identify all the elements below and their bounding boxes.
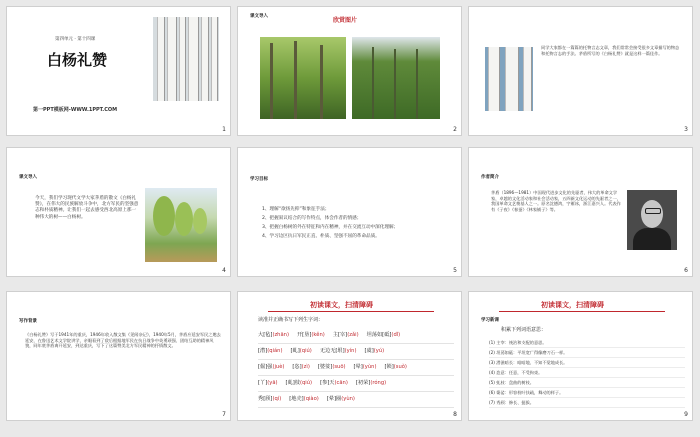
vocab-item: 开[垦](kěn) [296,332,325,338]
slide-number: 3 [684,126,688,133]
vocab-item: [恣](zì) [292,364,310,370]
vocab-item: [虬]枝(qiú) [285,380,313,386]
slide-thumbnail-2[interactable] [238,7,461,135]
banner-rule [499,311,665,312]
prompt: 积累下列词语意思： [501,327,547,333]
slide-thumbnail-5[interactable] [238,148,461,276]
vocab-item: [锁](suǒ) [384,364,407,370]
prompt: 读准并正确书写下列生字词： [258,317,324,323]
vocab-item: 大[毡](zhān) [258,332,289,338]
vocab-item: [参]天(cān) [320,380,348,386]
slide-thumbnail-1[interactable] [7,7,230,135]
vocab-item: 坦荡如[砥](dǐ) [366,332,401,338]
glossary-list [489,338,685,408]
objective-3: 3、把握白杨树的外在特征和内在精神，并在交流互动中深化理解； [262,225,399,230]
vocab-item: 无边无[垠](yín) [319,348,357,354]
banner: 初读课文，扫清障碍 [310,301,373,309]
slide-number: 2 [453,126,457,133]
slide-subtitle: 第四单元 · 第十四课 [55,37,96,42]
slide-tag: 课文导入 [250,14,268,19]
slide-body: 今天，我们学习现代文学大家茅盾的散文《白杨礼赞》，在伟大的民族解放斗争中，北方军民的坚强意志和朴质精神。让我们一起去感受西北高原上那一种伟大的树——白杨树。 [35,196,139,220]
glossary-item: (4) 恣意：任意，不受拘束。 [489,368,685,378]
slide-number: 6 [684,267,688,274]
vocab-item: 主[宰](zǎi) [332,332,359,338]
slide-tag: 写作背景 [19,319,37,324]
slide-tag: 作者简介 [481,175,499,180]
birch-closeup-photo [485,47,533,111]
glossary-item: (2) 坦荡如砥：平坦宽广得像磨刀石一样。 [489,348,685,358]
slide-body: 茅盾（1896—1981）中国现代进步文化的先驱者，伟大的革命文学家，卓越的文化活动家和社会活动家，五四新文化运动的先驱者之一，我国革命文艺奠基人之一。原名沈德鸿，字雁冰，浙江嘉兴人。代表作有《子夜》《春蚕》《林家铺子》等。 [491,190,621,212]
author-portrait [627,190,677,250]
objective-1: 1、理解“欲扬先抑”和象征手法； [262,207,330,212]
slide-heading: 欣赏图片 [333,17,358,24]
vocab-item: [倔]强(juè) [258,364,285,370]
vocab-item: [初荣](róng) [355,380,387,386]
vocab-row [258,376,454,392]
glossary-item: (7) 秀颀：修长、挺拔。 [489,398,685,408]
slide-thumbnail-6[interactable] [469,148,692,276]
slide-number: 1 [222,126,226,133]
vocab-grid [258,328,454,408]
glossary-item: (6) 婆娑：形容枝叶扶疏，舞动的样子。 [489,388,685,398]
vocab-item: [潜](qián) [258,348,283,354]
banner-rule [268,311,434,312]
slide-tag: 学习新课 [481,318,499,323]
slide-body: 《白杨礼赞》写于1941年的重庆，1946年收入散文集《见闻杂记》，1940年5月，茅盾应延安军民之邀去延安，在鲁迅艺术文学院讲学，亲眼看到了敌后根据地军民在抗日战争中英勇顽强、团结互助的精神风貌，同年底茅盾离开延安，到达重庆，写下了这篇赞美北方军民精神的抒情散文。 [25,332,221,349]
vocab-item: [婆娑](suō) [317,364,346,370]
vocab-item: [虬](qiú) [290,348,312,354]
glossary-item: (3) 潜滋暗长：暗暗地、不知不觉地成长。 [489,358,685,368]
glossary-item: (5) 虬枝：盘曲的树枝。 [489,378,685,388]
objective-2: 2、把握叙议结合的写作特点，体会作者的情感； [262,216,362,221]
slide-number: 9 [684,411,688,418]
vocab-item: [晕]圈(yùn) [326,396,355,402]
vocab-item: [晕](yùn) [353,364,377,370]
slide-thumbnail-9[interactable] [469,292,692,420]
vocab-row [258,344,454,360]
slide-title: 白杨礼赞 [47,51,108,69]
slide-number: 7 [222,411,226,418]
slide-number: 4 [222,267,226,274]
slide-thumbnail-7[interactable] [7,292,230,420]
vocab-row [258,392,454,408]
glossary-item: (1) 主宰：统治和支配的意思。 [489,338,685,348]
slide-thumbnail-4[interactable] [7,148,230,276]
slide-number: 5 [453,267,457,274]
vocab-row [258,328,454,344]
objective-4: 4、学习边区抗日军民正直、朴质、坚强不屈的革命品质。 [262,234,380,239]
slide-thumbnail-3[interactable] [469,7,692,135]
slide-thumbnail-8[interactable] [238,292,461,420]
slide-tag: 学习目标 [250,177,268,182]
poplar-row-photo [145,188,217,262]
slide-footer: 第一PPT模板网-WWW.1PPT.COM [33,107,118,113]
vocab-item: 秀[颀](qí) [258,396,282,402]
vocab-item: [地壳](qiào) [289,396,319,402]
slide-number: 8 [453,411,457,418]
vocab-item: [丫](yā) [258,380,278,386]
vocab-row [258,360,454,376]
poplar-photo-right [352,37,440,119]
birch-photo [153,17,219,101]
banner: 初读课文，扫清障碍 [541,301,604,309]
slide-body: 同学大家都在一篇篇的托物言志文章，我们常常会接受很多文章描写的物态和托物言志的手法。茅盾所写的《白杨礼赞》就是这样一篇佳作。 [541,45,680,56]
vocab-item: [虞](yú) [364,348,385,354]
poplar-photo-left [260,37,346,119]
slide-tag: 课文导入 [19,175,37,180]
